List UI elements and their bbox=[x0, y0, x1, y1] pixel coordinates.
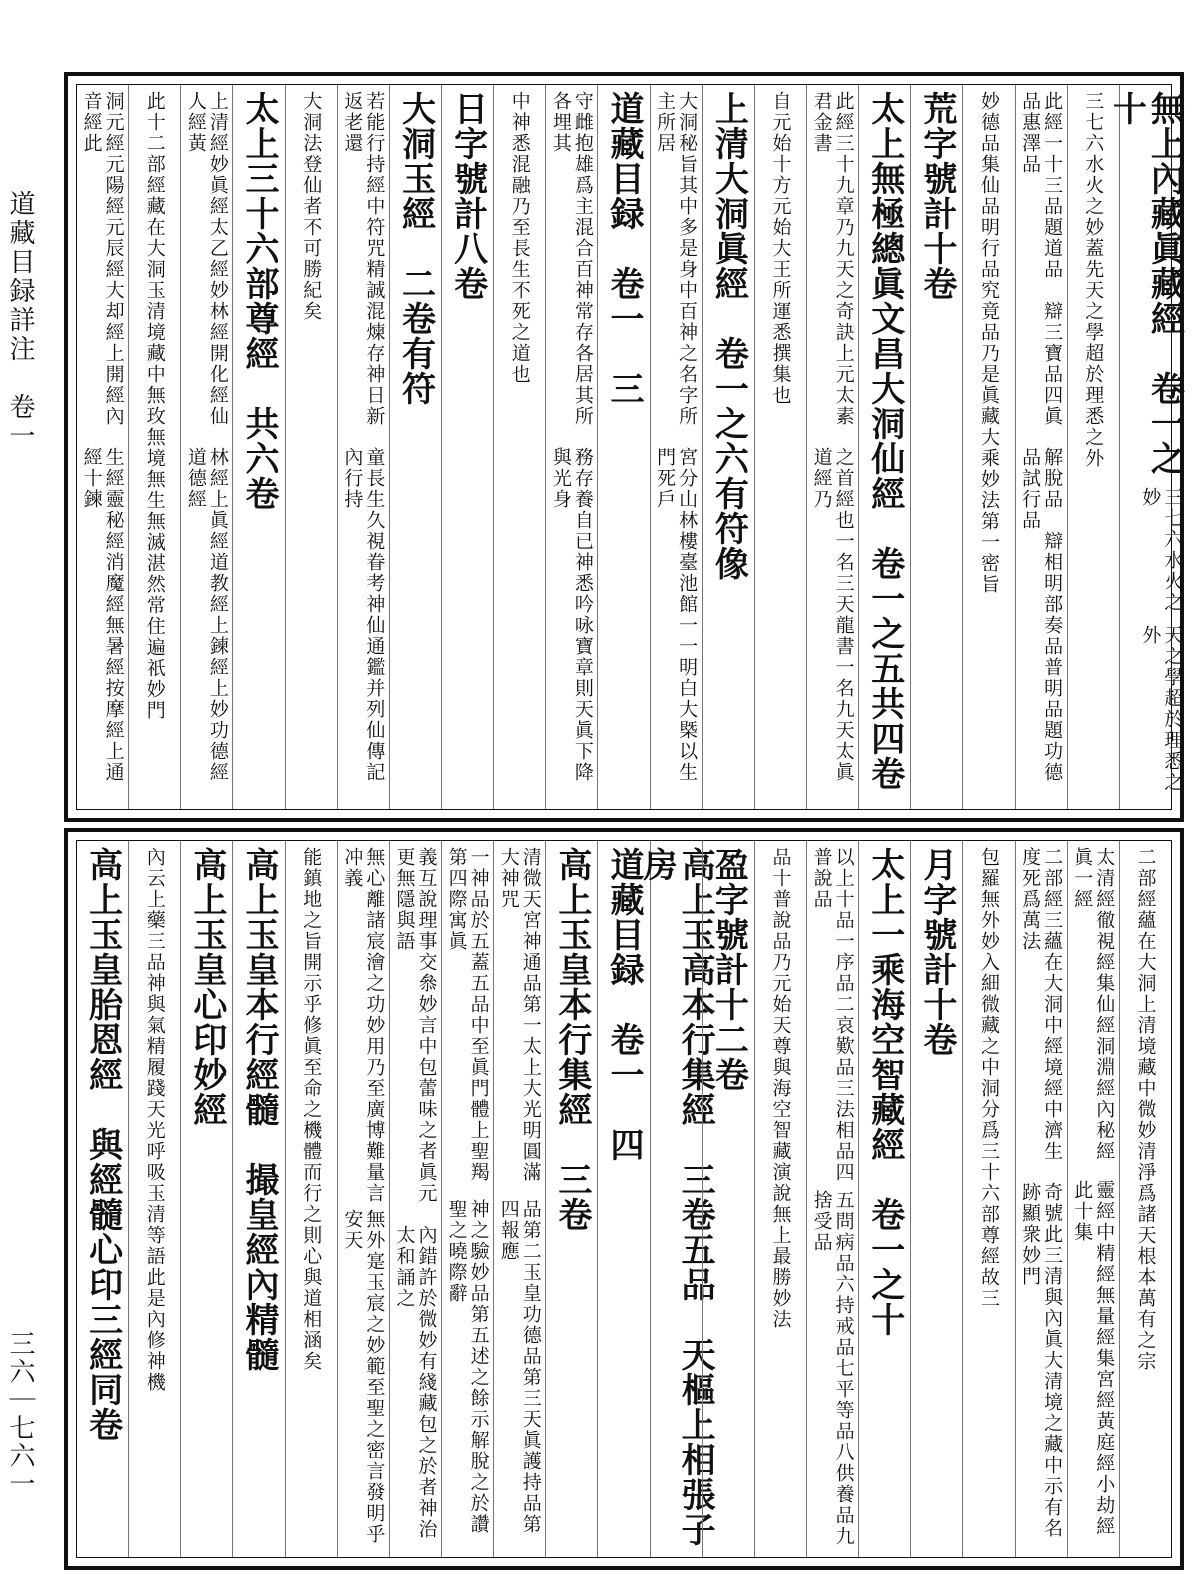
column-heading: 盈字號計十二卷 bbox=[708, 847, 749, 1092]
commentary-line: 體而行之則心與道相涵矣 bbox=[300, 1141, 323, 1372]
column-heading: 高上玉皇本行經髓 撮皇經內精髓 bbox=[239, 847, 280, 1372]
column-heading: 月字號計十卷 bbox=[916, 847, 957, 1057]
text-column bbox=[806, 841, 858, 1557]
commentary-line: 玫無境無生無滅湛然常住遍祇妙門 bbox=[143, 406, 166, 721]
text-column bbox=[337, 841, 389, 1557]
column-heading: 高上玉皇本行集經 三卷 bbox=[551, 847, 592, 1232]
text-column bbox=[545, 841, 597, 1557]
commentary-line: 妙德品集仙品明行品究竟品 bbox=[978, 91, 1001, 343]
column-heading: 大洞玉經 二卷有符 bbox=[395, 91, 436, 406]
commentary-line: 乃是眞藏大乘妙法第一密旨 bbox=[978, 343, 1001, 595]
commentary-line: 天之學超於理悉之外 bbox=[1082, 280, 1105, 469]
text-column bbox=[232, 85, 284, 809]
text-column bbox=[493, 85, 545, 809]
text-column bbox=[441, 85, 493, 809]
commentary-line: 宮分山林樓臺池館一一明白大槩以生門死戶 bbox=[654, 447, 699, 783]
commentary-line: 光呼吸玉清等語此是內修神機 bbox=[143, 1120, 166, 1393]
text-column bbox=[285, 85, 337, 809]
text-column bbox=[597, 85, 649, 809]
commentary-line: 林經上眞經道教經上鍊經上妙功德經道德經 bbox=[184, 447, 229, 783]
column-heading: 高上玉皇胎恩經 與經髓心印三經同卷 bbox=[82, 847, 123, 1442]
commentary-line: 解脫品 辯相明部奏品普明品題功德品試行品 bbox=[1019, 447, 1064, 783]
commentary-line: 無心離諸宸澮之功妙用乃至廣博難量言冲義 bbox=[341, 847, 386, 1204]
column-heading: 太上三十六部尊經 共六卷 bbox=[239, 91, 280, 511]
text-column bbox=[128, 841, 180, 1557]
text-column bbox=[702, 85, 754, 809]
commentary-line: 內云上藥三品神與氣精履踐天 bbox=[143, 847, 166, 1120]
commentary-line: 大洞秘旨其中多是身中百神之名字所主所居 bbox=[654, 91, 699, 427]
page-range: 三六｜七六一 bbox=[5, 1330, 35, 1498]
bottom-text-panel bbox=[64, 828, 1184, 1570]
commentary-line: 生經靈秘經消魔經無暑經按摩經上通經十鍊 bbox=[80, 447, 125, 783]
bottom-columns bbox=[76, 840, 1172, 1558]
column-heading: 太上無極總眞文昌大洞仙經 卷一之五共四卷 bbox=[864, 91, 905, 791]
column-heading: 日字號計八卷 bbox=[447, 91, 488, 301]
text-column bbox=[128, 85, 180, 809]
text-column bbox=[285, 841, 337, 1557]
column-heading: 道藏目録 卷一 四 bbox=[604, 847, 645, 1162]
commentary-line: 空智藏演說無上最勝妙法 bbox=[769, 1099, 792, 1330]
text-column bbox=[754, 85, 806, 809]
commentary-line: 靈經中精經無量經集宮經黃庭經小劫經此十集 bbox=[1071, 1180, 1116, 1538]
commentary-line: 以上十品一序品二哀歎品三法相品四普說品 bbox=[810, 847, 855, 1183]
commentary-line: 三七六水火之妙蓋先 bbox=[1082, 91, 1105, 280]
commentary-line: 包羅無外妙入細微藏之中 bbox=[978, 847, 1001, 1078]
column-heading: 無上內藏眞藏經 卷一之十 bbox=[1106, 91, 1185, 476]
commentary-line: 太清經徹視經集仙經洞淵經內秘經眞一經 bbox=[1071, 847, 1116, 1162]
text-column bbox=[910, 841, 962, 1557]
commentary-line: 童長生久視眷考神仙通鑑并列仙傳記內行持 bbox=[341, 447, 386, 783]
text-column bbox=[702, 841, 754, 1557]
running-title: 道藏目録詳注 卷一 bbox=[5, 190, 35, 451]
text-column bbox=[180, 85, 232, 809]
commentary-line: 者不可勝紀矣 bbox=[300, 196, 323, 322]
commentary-line: 內錯許於微妙有綫藏包之於者神治太和誦之 bbox=[393, 1224, 438, 1540]
commentary-line: 若能行持經中符咒精誠混煉存神日新返老還 bbox=[341, 91, 386, 427]
commentary-line: 妙清淨爲諸天根本萬有之宗 bbox=[1134, 1120, 1157, 1372]
commentary-line: 天之學超於理悉之外 bbox=[1139, 625, 1184, 793]
text-column bbox=[910, 85, 962, 809]
commentary-line: 自元始十方元始大 bbox=[769, 91, 792, 259]
text-column bbox=[493, 841, 545, 1557]
text-column bbox=[858, 841, 910, 1557]
commentary-line: 五問病品六持戒品七平等品八供養品九捨受品 bbox=[810, 1189, 855, 1547]
commentary-line: 務存養自已神悉吟咏寶章則天眞下降與光身 bbox=[549, 447, 594, 783]
commentary-line: 品十普說品乃元始天尊與海 bbox=[769, 847, 792, 1099]
column-heading: 道藏目録 卷一 三 bbox=[604, 91, 645, 406]
text-column bbox=[650, 85, 702, 809]
text-column bbox=[337, 85, 389, 809]
text-column bbox=[441, 841, 493, 1557]
commentary-line: 品第二玉皇功德品第三天眞護持品第四報應 bbox=[497, 1199, 542, 1535]
commentary-line: 奇號此三清與內眞大清境之藏中示有名跡顯衆妙門 bbox=[1019, 1182, 1064, 1540]
commentary-line: 神之驗妙品第五述之餘示解脫之於讚聖之曉際辭 bbox=[445, 1199, 490, 1535]
text-column bbox=[637, 841, 716, 1557]
commentary-line: 二部經三蘊在大洞中經境經中濟生度死爲萬法 bbox=[1019, 847, 1064, 1162]
commentary-line: 此十二部經藏在大洞玉清境藏中無 bbox=[143, 91, 166, 406]
text-column bbox=[232, 841, 284, 1557]
text-column bbox=[1067, 841, 1119, 1557]
text-column bbox=[962, 841, 1014, 1557]
commentary-line: 中神悉混融乃至 bbox=[508, 91, 531, 238]
column-heading: 上清大洞眞經 卷一之六有符像 bbox=[708, 91, 749, 581]
text-column bbox=[77, 85, 128, 809]
commentary-line: 一神品於五蓋五品中至眞門體上聖羯第四際寓眞 bbox=[445, 847, 490, 1183]
text-column bbox=[1119, 841, 1171, 1557]
text-column bbox=[754, 841, 806, 1557]
commentary-line: 三七六水火之妙 bbox=[1139, 486, 1184, 613]
commentary-line: 清微天宮神通品第一太上大光明圓滿大神咒 bbox=[497, 847, 542, 1183]
commentary-line: 洞元經元陽經元辰經大却經上開經內音經此 bbox=[80, 91, 125, 427]
text-column bbox=[389, 841, 441, 1557]
text-column bbox=[545, 85, 597, 809]
text-column bbox=[180, 841, 232, 1557]
commentary-line: 之首經也一名三天龍書一名九天太眞道經乃 bbox=[810, 447, 855, 783]
column-heading: 太上一乘海空智藏經 卷一之十 bbox=[864, 847, 905, 1337]
top-text-panel bbox=[64, 72, 1184, 822]
column-heading: 高上玉高本行集經 三卷五品 天樞上相張子房 bbox=[637, 847, 716, 1547]
text-column bbox=[806, 85, 858, 809]
commentary-line: 洞分爲三十六部尊經故三 bbox=[978, 1078, 1001, 1309]
text-column bbox=[77, 841, 128, 1557]
commentary-line: 守雌抱雄爲主混合百神常存各居其所各埋其 bbox=[549, 91, 594, 427]
commentary-line: 此經三十九章乃九天之奇訣上元太素君金書 bbox=[810, 91, 855, 427]
commentary-line: 王所運悉撰集也 bbox=[769, 259, 792, 406]
commentary-line: 二部經蘊在大洞上清境藏中微 bbox=[1134, 847, 1157, 1120]
commentary-line: 大洞法登仙 bbox=[300, 91, 323, 196]
commentary-line: 能鎮地之旨開示乎修眞至命之機 bbox=[300, 847, 323, 1141]
top-columns bbox=[76, 84, 1185, 810]
column-heading: 高上玉皇心印妙經 bbox=[186, 847, 227, 1127]
commentary-line: 上清經妙眞經太乙經妙林經開化經仙人經黃 bbox=[184, 91, 229, 427]
text-column bbox=[389, 85, 441, 809]
commentary-line: 此經一十三品題道品 辯三寶品四眞品惠澤品 bbox=[1019, 91, 1064, 427]
commentary-line: 長生不死之道也 bbox=[508, 238, 531, 385]
text-column bbox=[962, 85, 1014, 809]
text-column bbox=[1106, 85, 1185, 809]
commentary-line: 義互說理事交叅妙言中包蕾味之者眞元更無隱與語 bbox=[393, 847, 438, 1204]
column-heading: 荒字號計十卷 bbox=[916, 91, 957, 301]
commentary-line: 無外寔玉宸之妙範至聖之密言發明乎安天 bbox=[341, 1208, 386, 1545]
text-column bbox=[1015, 85, 1067, 809]
text-column bbox=[1015, 841, 1067, 1557]
text-column bbox=[858, 85, 910, 809]
